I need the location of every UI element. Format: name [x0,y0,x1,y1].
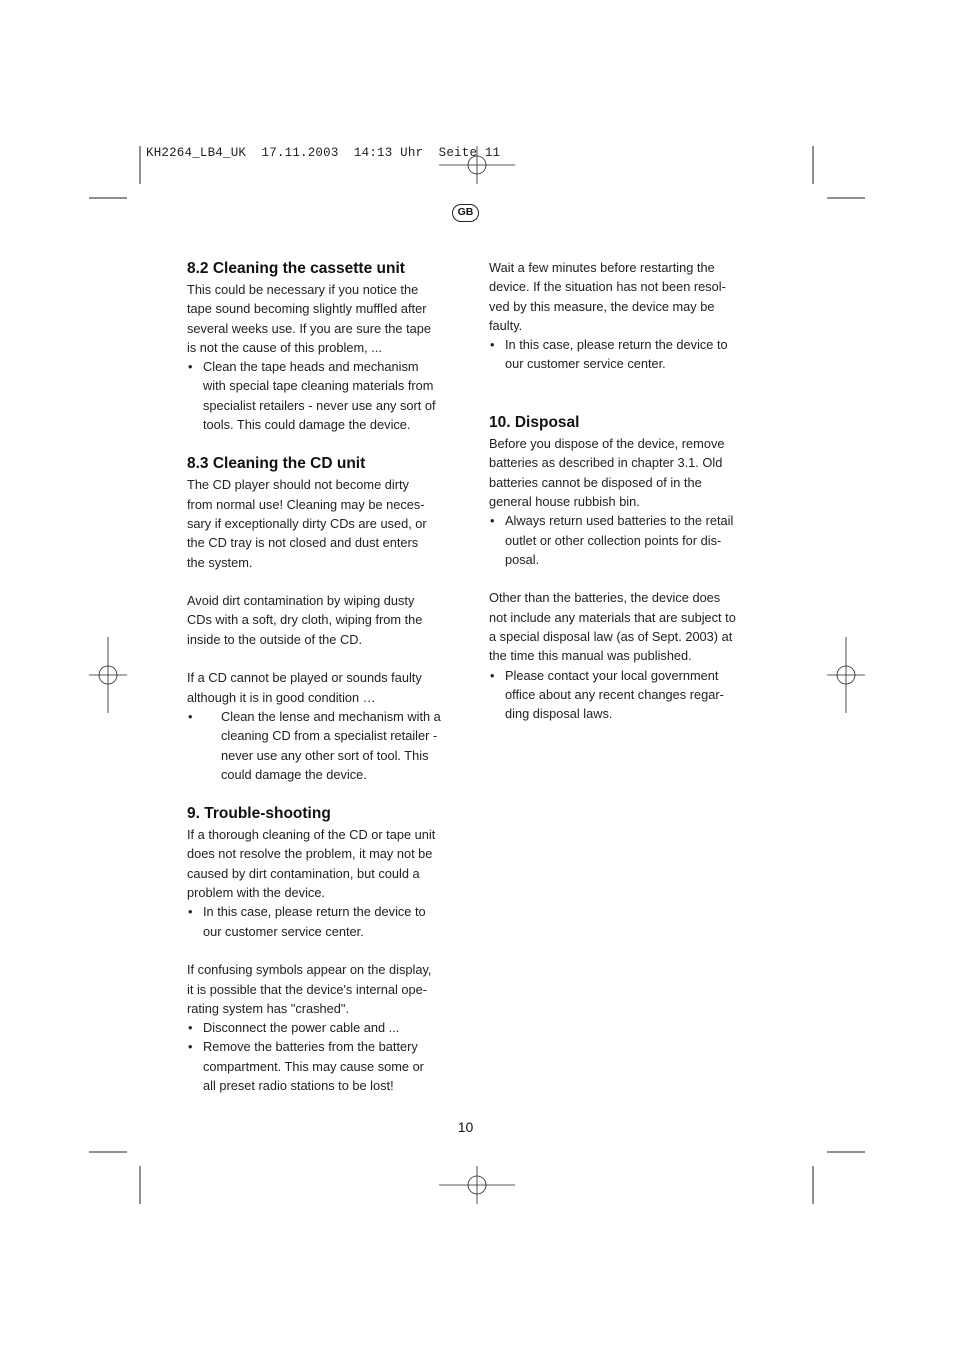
list-item: • In this case, please return the device to our customer service center. [187,902,445,941]
section-title-cd: 8.3 Cleaning the CD unit [187,455,366,473]
list-item: • Clean the tape heads and mechanism with special tape cleaning materials from specialist retailers - never use any sort of tools. This could damage the device. [187,357,445,434]
section-title-trouble: 9. Trouble-shooting [187,805,331,823]
trouble-continued-bullets [489,335,747,374]
cd-para-2: Avoid dirt contamination by wiping dusty CDs with a soft, dry cloth, wiping from the inside to the outside of the CD. [187,593,423,647]
disposal-bullets-1 [489,511,747,569]
cd-para-3: If a CD cannot be played or sounds faulty although it is in good condition … [187,670,422,705]
trouble-bullets-1 [187,902,445,941]
page-number: 10 [457,1119,474,1135]
language-badge: GB [452,204,479,222]
list-item: • Please contact your local government office about any recent changes regar- ding disposal laws. [489,666,747,724]
section-title-disposal: 10. Disposal [489,414,580,432]
cassette-body: This could be necessary if you notice the tape sound becoming slightly muffled after several weeks use. If you are sure the tape is not the cause of this problem, ... [187,282,431,355]
left-column [187,258,445,1095]
list-item: • Always return used batteries to the retail outlet or other collection points for dis- posal. [489,511,747,569]
trouble-bullets-2 [187,1018,445,1095]
list-item: • Disconnect the power cable and ... [187,1018,445,1037]
cd-bullets [187,707,445,784]
cd-para-1: The CD player should not become dirty from normal use! Cleaning may be neces- sary if exceptionally dirty CDs are used, or the CD tray is not closed and dust enters the system. [187,477,427,570]
print-header: KH2264_LB4_UK 17.11.2003 14:13 Uhr Seite 11 [146,146,501,160]
trouble-para-2: If confusing symbols appear on the display, it is possible that the device's internal ope- rating system has "crashed". [187,962,432,1016]
right-column [489,258,747,724]
section-title-cassette: 8.2 Cleaning the cassette unit [187,260,405,277]
disposal-bullets-2 [489,666,747,724]
disposal-para-1: Before you dispose of the device, remove batteries as described in chapter 3.1. Old batteries cannot be disposed of in the general house rubbish bin. [489,436,725,509]
trouble-para-1: If a thorough cleaning of the CD or tape unit does not resolve the problem, it may not be caused by dirt contamination, but could a problem with the device. [187,827,436,901]
list-item: • Clean the lense and mechanism with a cleaning CD from a specialist retailer - never use any other sort of tool. This could damage the device. [187,707,445,784]
disposal-para-2: Other than the batteries, the device does not include any materials that are subject to a special disposal law (as of Sept. 2003) at the time this manual was published. [489,590,736,664]
list-item: • In this case, please return the device to our customer service center. [489,335,747,374]
list-item: • Remove the batteries from the battery compartment. This may cause some or all preset radio stations to be lost! [187,1037,445,1095]
cassette-bullets [187,357,445,434]
trouble-continued-para: Wait a few minutes before restarting the device. If the situation has not been resol- ved by this measure, the device may be faulty. [489,260,726,333]
